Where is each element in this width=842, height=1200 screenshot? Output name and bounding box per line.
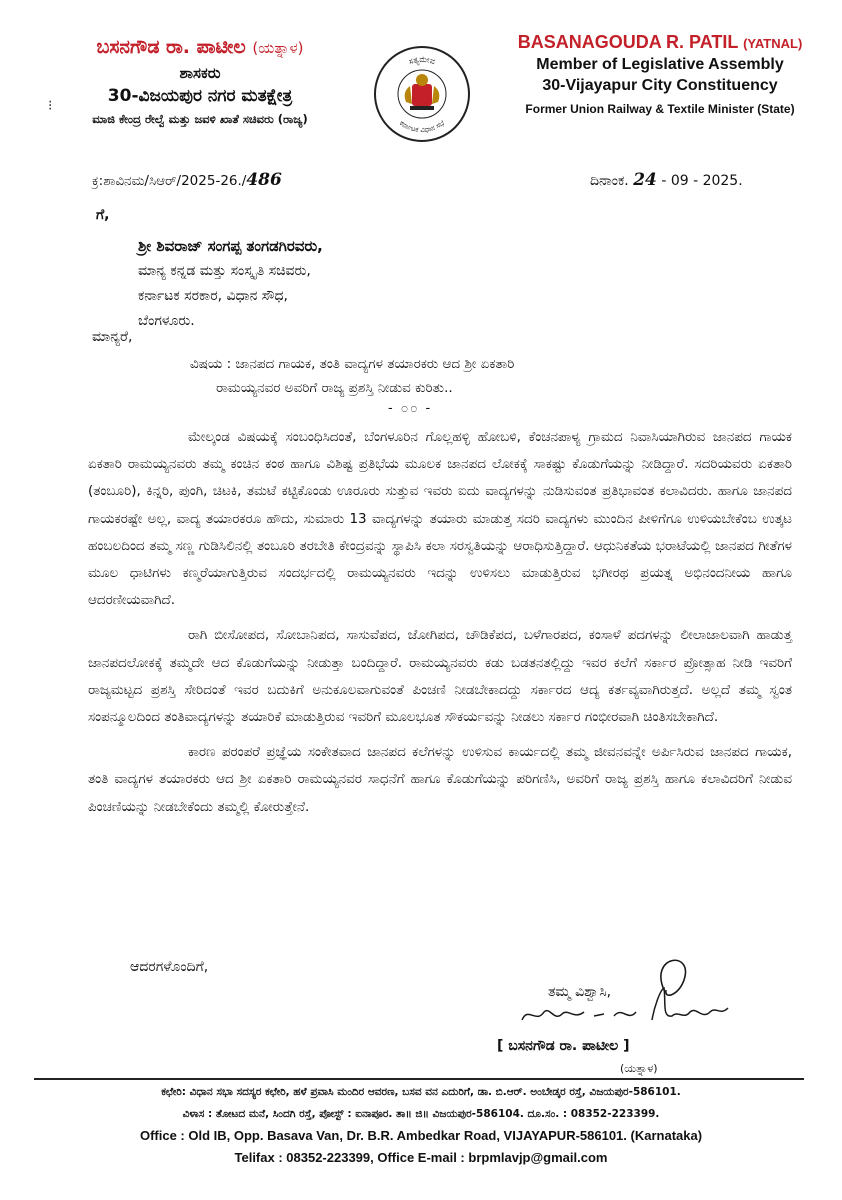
date-rest: - 09 - 2025. xyxy=(661,173,743,189)
reference-handwritten-number: 486 xyxy=(246,170,282,190)
english-constituency: 30-Vijayapur City Constituency xyxy=(542,77,778,94)
english-former-minister: Former Union Railway & Textile Minister (State) xyxy=(525,102,795,116)
kannada-constituency: 30-ವಿಜಯಪುರ ನಗರ ಮತಕ್ಷೇತ್ರ xyxy=(107,86,293,106)
english-name-text: BASANAGOUDA R. PATIL xyxy=(517,32,739,52)
subject-line-2: ರಾಮಯ್ಯನವರ ಅವರಿಗೆ ರಾಜ್ಯ ಪ್ರಶಸ್ತಿ ನೀಡುವ ಕುರಿತು.. xyxy=(216,380,453,396)
english-name-paren: (YATNAL) xyxy=(743,36,803,51)
body-paragraph-1: ಮೇಲ್ಕಂಡ ವಿಷಯಕ್ಕೆ ಸಂಬಂಧಿಸಿದಂತೆ, ಬೆಂಗಳೂರಿನ ಗೊಲ್ಲಹಳ್ಳಿ ಹೋಬಳಿ, ಕೆಂಚನಪಾಳ್ಯ ಗ್ರಾಮದ ನಿವಾಸಿಯಾಗಿರುವ ಜಾನಪದ ಗಾಯಕ ಏಕತಾರಿ ರಾಮಯ್ಯನವರು ತಮ್ಮ ಕಂಚಿನ ಕಂಠ ಹಾಗೂ ವಿಶಿಷ್ಟ ಪ್ರತಿಭೆಯ ಮೂಲಕ ಜಾನಪದ ಲೋಕಕ್ಕೆ ಸಾಕಷ್ಟು ಕೊಡುಗೆಯನ್ನು ನೀಡಿದ್ದಾರೆ. ಸದರಿಯವರು ಏಕತಾರಿ (ತಂಬೂರಿ), ಕಿನ್ನರಿ, ಪುಂಗಿ, ಚಿಟಕಿ, ತಮಟೆ ಕಟ್ಟಿಕೊಂಡು ಊರೂರು ಸುತ್ತುವ ಇವರು ಐದು ವಾದ್ಯಗಳನ್ನು ನುಡಿಸುವಂತ ಪ್ರತಿಭಾವಂತ ಕಲಾವಿದರು. ಹಾಗೂ ಜಾನಪದ ಗಾಯಕರಷ್ಟೇ ಅಲ್ಲ, ವಾದ್ಯ ತಯಾರಕರೂ ಹೌದು, ಸುಮಾರು 13 ವಾದ್ಯಗಳನ್ನು ತಯಾರು ಮಾಡುತ್ತ ಸದರಿ ವಾದ್ಯಗಳು ಮುಂದಿನ ಪೀಳಿಗೆಗೂ ಉಳಿಯಬೇಕೆಂಬ ಉತ್ಕಟ ಹಂಬಲದಿಂದ ತಮ್ಮ ಸಣ್ಣ ಗುಡಿಸಿಲಿನಲ್ಲಿ ತಂಬೂರಿ ತರಬೇತಿ ಕೇಂದ್ರವನ್ನು ಸ್ಥಾಪಿಸಿ ಕಲಾ ಸರಸ್ವತಿಯನ್ನು ಆರಾಧಿಸುತ್ತಿದ್ದಾರೆ. ಆಧುನಿಕತೆಯ ಭರಾಟೆಯಲ್ಲಿ ಜಾನಪದ ಗೀತೆಗಳ ಮೂಲ ಧಾಟಿಗಳು ಕಣ್ಮರೆಯಾಗುತ್ತಿರುವ ಸಂದರ್ಭದಲ್ಲಿ ರಾಮಯ್ಯನವರು ಇದನ್ನು ಉಳಿಸಲು ಮಾಡುತ್ತಿರುವ ಭಗೀರಥ ಪ್ರಯತ್ನ ಅಭಿನಂದನೀಯ ಹಾಗೂ ಆದರಣೀಯವಾಗಿದೆ. xyxy=(88,429,792,609)
signatory-name: [ ಬಸನಗೌಡ ರಾ. ಪಾಟೀಲ ] xyxy=(497,1038,630,1054)
addressee-name: ಶ್ರೀ ಶಿವರಾಜ್ ಸಂಗಪ್ಪ ತಂಗಡಗಿರವರು, xyxy=(138,237,323,255)
letter-body xyxy=(88,424,792,829)
english-title: Member of Legislative Assembly xyxy=(536,56,784,73)
subject-line-1: ವಿಷಯ : ಜಾನಪದ ಗಾಯಕ, ತಂತಿ ವಾದ್ಯಗಳ ತಯಾರಕರು ಆದ ಶ್ರೀ ಏಕತಾರಿ xyxy=(190,356,515,372)
handwritten-signature-icon xyxy=(514,950,734,1030)
kannada-name xyxy=(30,36,370,58)
date-label: ದಿನಾಂಕ. xyxy=(590,173,629,189)
addressee-line-2: ಕರ್ನಾಟಕ ಸರಕಾರ, ವಿಧಾನ ಸೌಧ, xyxy=(138,288,288,304)
signatory-paren: (ಯತ್ನಾಳ) xyxy=(620,1062,658,1075)
letterhead-kannada xyxy=(30,36,370,127)
kannada-name-paren: (ಯತ್ನಾಳ) xyxy=(252,39,304,57)
addressee-line-1: ಮಾನ್ಯ ಕನ್ನಡ ಮತ್ತು ಸಂಸ್ಕೃತಿ ಸಚಿವರು, xyxy=(138,263,311,279)
footer-kannada-office: ಕಛೇರಿ: ವಿಧಾನ ಸಭಾ ಸದಸ್ಯರ ಕಛೇರಿ, ಹಳೆ ಪ್ರವಾಸಿ ಮಂದಿರ ಆವರಣ, ಬಸವ ವನ ಎದುರಿಗೆ, ಡಾ. ಬಿ.ಆರ್. ಅಂಬೇಡ್ಕರ ರಸ್ತೆ, ವಿಜಯಪುರ-586101. xyxy=(161,1086,681,1098)
footer-kannada-address: ವಿಳಾಸ : ತೋಟದ ಮನೆ, ಸಿಂದಗಿ ರಸ್ತೆ, ಪೋಸ್ಟ್ : ಐನಾಪೂರ. ತಾ॥ ಜಿ॥ ವಿಜಯಪುರ-586104. ದೂ.ಸಂ. : 08352-223399. xyxy=(182,1108,660,1120)
seal-bottom-text: ಕರ್ನಾಟಕ ವಿಧಾನ ಸಭೆ xyxy=(397,118,447,135)
footer-rule xyxy=(34,1078,804,1080)
yours-faithfully: ತಮ್ಮ ವಿಶ್ವಾಸಿ, xyxy=(548,984,612,1000)
subject-separator: - ೦೦ - xyxy=(388,401,433,416)
salutation: ಮಾನ್ಯರೆ, xyxy=(92,329,133,345)
seal-top-text: ಸತ್ಯಮೇವ xyxy=(407,54,437,67)
body-paragraph-3: ಕಾರಣ ಪರಂಪರೆ ಪ್ರಜ್ಞೆಯ ಸಂಕೇತವಾದ ಜಾನಪದ ಕಲೆಗಳನ್ನು ಉಳಿಸುವ ಕಾರ್ಯದಲ್ಲಿ ತಮ್ಮ ಜೀವನವನ್ನೇ ಅರ್ಪಿಸಿರುವ ಜಾನಪದ ಗಾಯಕ, ತಂತಿ ವಾದ್ಯಗಳ ತಯಾರಕರು ಆದ ಶ್ರೀ ಏಕತಾರಿ ರಾಮಯ್ಯನವರ ಸಾಧನೆಗೆ ಹಾಗೂ ಕೊಡುಗೆಯನ್ನು ಪರಿಗಣಿಸಿ, ಅವರಿಗೆ ರಾಜ್ಯ ಪ್ರಶಸ್ತಿ ಹಾಗೂ ಕಲಾವಿದರಿಗೆ ನೀಡುವ ಪಿಂಚಣಿಯನ್ನು ನೀಡಬೇಕೆಂದು ತಮ್ಮಲ್ಲಿ ಕೋರುತ್ತೇನೆ. xyxy=(88,744,792,815)
subject-block xyxy=(190,352,750,400)
addressee-block xyxy=(138,234,323,334)
body-paragraph-2: ರಾಗಿ ಬೀಸೋಪದ, ಸೋಬಾನಿಪದ, ಸಾಸುವೆಪದ, ಜೋಗಿಪದ, ಚೌಡಿಕೆಪದ, ಬಳೆಗಾರಪದ, ಕಂಸಾಳೆ ಪದಗಳನ್ನು ಲೀಲಾಜಾಲವಾಗಿ ಹಾಡುತ್ತ ಜಾನಪದಲೋಕಕ್ಕೆ ತಮ್ಮದೇ ಆದ ಕೊಡುಗೆಯನ್ನು ನೀಡುತ್ತಾ ಬಂದಿದ್ದಾರೆ. ರಾಮಯ್ಯನವರು ಕಡು ಬಡತನತಲ್ಲಿದ್ದು ಇವರ ಕಲೆಗೆ ಸರ್ಕಾರ ಪ್ರೋತ್ಸಾಹ ನೀಡಿ ಇವರಿಗೆ ರಾಜ್ಯಮಟ್ಟದ ಪ್ರಶಸ್ತಿ ಸೇರಿದಂತೆ ಇವರ ಬದುಕಿಗೆ ಅನುಕೂಲವಾಗುವಂತೆ ಪಿಂಚಣಿ ನೀಡಬೇಕಾದದ್ದು ಸರ್ಕಾರದ ಆದ್ಯ ಕರ್ತವ್ಯವಾಗಿರುತ್ತದೆ. ಅಲ್ಲದೆ ತಮ್ಮ ಸ್ವಂತ ಸಂಪನ್ಮೂಲದಿಂದ ತಂತಿವಾದ್ಯಗಳನ್ನು ತಯಾರಿಕೆ ಮಾಡುತ್ತಿರುವ ಇವರಿಗೆ ಮೂಲಭೂತ ಸೌಕರ್ಯವನ್ನು ನೀಡಲು ಸರ್ಕಾರ ಗಂಭೀರವಾಗಿ ಚಿಂತಿಸಬೇಕಾಗಿದೆ. xyxy=(88,627,792,726)
letter-date xyxy=(590,170,743,190)
letterhead-english xyxy=(500,32,820,116)
date-handwritten-day: 24 xyxy=(633,170,657,190)
reference-prefix: ಕ್ರ:ಶಾವಿನಮ/ಸಿಆರ್/2025-26./ xyxy=(92,173,247,189)
kannada-name-text: ಬಸನಗೌಡ ರಾ. ಪಾಟೀಲ xyxy=(96,36,246,58)
to-label: ಗೆ, xyxy=(96,207,110,223)
karnataka-assembly-seal-icon xyxy=(372,44,472,144)
decorative-dots: ⁝ xyxy=(48,98,53,114)
reference-number xyxy=(92,170,282,190)
kannada-title: ಶಾಸಕರು xyxy=(179,64,221,82)
footer-english-office: Office : Old IB, Opp. Basava Van, Dr. B.R. Ambedkar Road, VIJAYAPUR-586101. (Karnataka) xyxy=(139,1128,703,1143)
svg-text:ಸತ್ಯಮೇವ xyxy=(408,55,437,66)
addressee-line-3: ಬೆಂಗಳೂರು. xyxy=(138,313,195,329)
closing-line: ಆದರಗಳೊಂದಿಗೆ, xyxy=(130,959,209,975)
svg-text:ಕರ್ನಾಟಕ ವಿಧಾನ ಸಭೆ xyxy=(398,119,447,134)
english-name xyxy=(500,32,820,53)
footer-english-contact: Telifax : 08352-223399, Office E-mail : brpmlavjp@gmail.com xyxy=(234,1150,608,1165)
kannada-former-minister: ಮಾಜಿ ಕೇಂದ್ರ ರೇಲ್ವೆ ಮತ್ತು ಜವಳಿ ಖಾತೆ ಸಚಿವರು (ರಾಜ್ಯ) xyxy=(92,112,308,126)
